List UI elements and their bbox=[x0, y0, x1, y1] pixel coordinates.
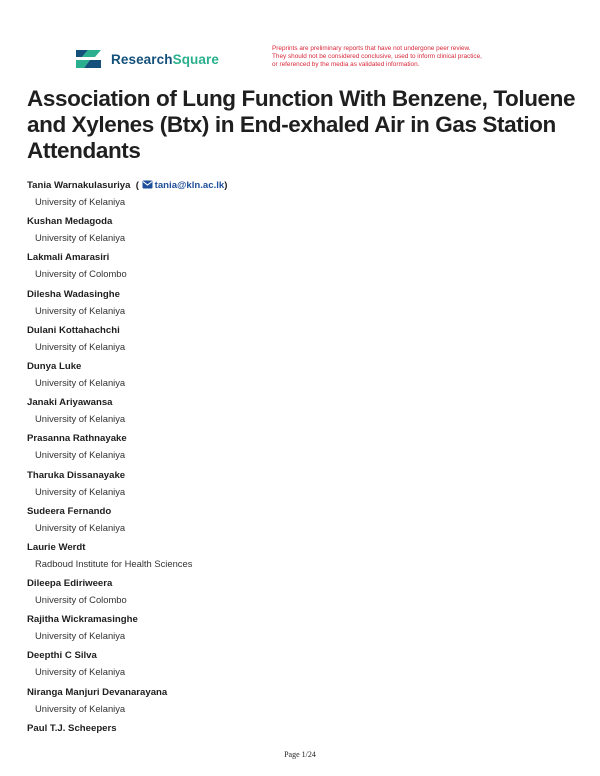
author-name: Rajitha Wickramasinghe bbox=[27, 614, 138, 626]
author-name: Deepthi C Silva bbox=[27, 650, 97, 662]
disclaimer-line: or referenced by the media as validated information. bbox=[272, 61, 420, 69]
author-name: Paul T.J. Scheepers bbox=[27, 722, 117, 734]
author-affiliation: University of Kelaniya bbox=[35, 413, 126, 425]
author-affiliation: University of Kelaniya bbox=[35, 196, 126, 207]
author-name: Dileepa Ediriweera bbox=[27, 578, 113, 590]
page-number: Page 1/24 bbox=[284, 750, 316, 759]
disclaimer-line: Preprints are preliminary reports that have not undergone peer review. bbox=[272, 45, 471, 52]
author-affiliation: University of Kelaniya bbox=[35, 340, 126, 352]
author-affiliation: University of Kelaniya bbox=[35, 666, 126, 678]
contact-open-paren: ( bbox=[135, 180, 139, 191]
logo-text-research: Research bbox=[111, 51, 173, 67]
author-name: Dilesha Wadasinghe bbox=[27, 288, 120, 300]
logo-text-square: Square bbox=[172, 51, 219, 67]
author-name: Niranga Manjuri Devanarayana bbox=[27, 686, 168, 698]
author-name: Laurie Werdt bbox=[27, 541, 86, 553]
author-name: Kushan Medagoda bbox=[27, 216, 113, 228]
preprint-disclaimer bbox=[272, 45, 572, 70]
page-header bbox=[0, 0, 600, 80]
envelope-icon bbox=[142, 180, 153, 189]
author-entry bbox=[27, 216, 567, 252]
author-affiliation: University of Colombo bbox=[35, 594, 127, 606]
author-entry bbox=[27, 542, 567, 578]
author-entry bbox=[27, 252, 567, 288]
author-name: Tania Warnakulasuriya bbox=[27, 180, 131, 191]
author-entry bbox=[27, 289, 567, 325]
author-email-link[interactable]: tania@kln.ac.lk bbox=[154, 180, 225, 191]
author-entry bbox=[27, 506, 567, 542]
disclaimer-line: They should not be considered conclusive, used to inform clinical practice, bbox=[272, 53, 482, 61]
contact-close-paren: ) bbox=[224, 180, 228, 191]
author-list bbox=[27, 180, 567, 759]
author-entry bbox=[27, 687, 567, 723]
author-affiliation: Radboud Institute for Health Sciences bbox=[35, 557, 193, 569]
author-affiliation: University of Kelaniya bbox=[35, 304, 126, 316]
author-affiliation: University of Kelaniya bbox=[35, 449, 126, 461]
author-name: Dulani Kottahachchi bbox=[27, 324, 120, 336]
paper-title: Association of Lung Function With Benzene, Toluene and Xylenes (Btx) in End-exhaled Air in Gas Station Attendants bbox=[27, 86, 576, 163]
author-entry bbox=[27, 578, 567, 614]
author-entry bbox=[27, 180, 567, 216]
author-entry bbox=[27, 614, 567, 650]
author-name: Dunya Luke bbox=[27, 360, 82, 372]
author-affiliation: University of Kelaniya bbox=[35, 485, 126, 497]
author-name: Janaki Ariyawansa bbox=[27, 397, 113, 409]
author-affiliation: University of Kelaniya bbox=[35, 521, 126, 533]
research-square-logo-icon bbox=[74, 48, 104, 70]
author-entry bbox=[27, 433, 567, 469]
author-affiliation: University of Kelaniya bbox=[35, 232, 126, 244]
author-affiliation: University of Colombo bbox=[35, 268, 127, 280]
author-entry bbox=[27, 650, 567, 686]
author-name: Tharuka Dissanayake bbox=[27, 469, 126, 481]
author-entry bbox=[27, 325, 567, 361]
author-affiliation: University of Kelaniya bbox=[35, 702, 126, 714]
author-name: Sudeera Fernando bbox=[27, 505, 112, 517]
author-contact bbox=[133, 180, 227, 191]
author-affiliation: University of Kelaniya bbox=[35, 376, 126, 388]
author-entry bbox=[27, 361, 567, 397]
author-name: Prasanna Rathnayake bbox=[27, 433, 127, 445]
author-name: Lakmali Amarasiri bbox=[27, 252, 110, 264]
logo-wordmark bbox=[111, 52, 219, 67]
author-entry bbox=[27, 397, 567, 433]
author-entry bbox=[27, 470, 567, 506]
research-square-logo[interactable] bbox=[74, 48, 219, 70]
author-affiliation: University of Kelaniya bbox=[35, 630, 126, 642]
